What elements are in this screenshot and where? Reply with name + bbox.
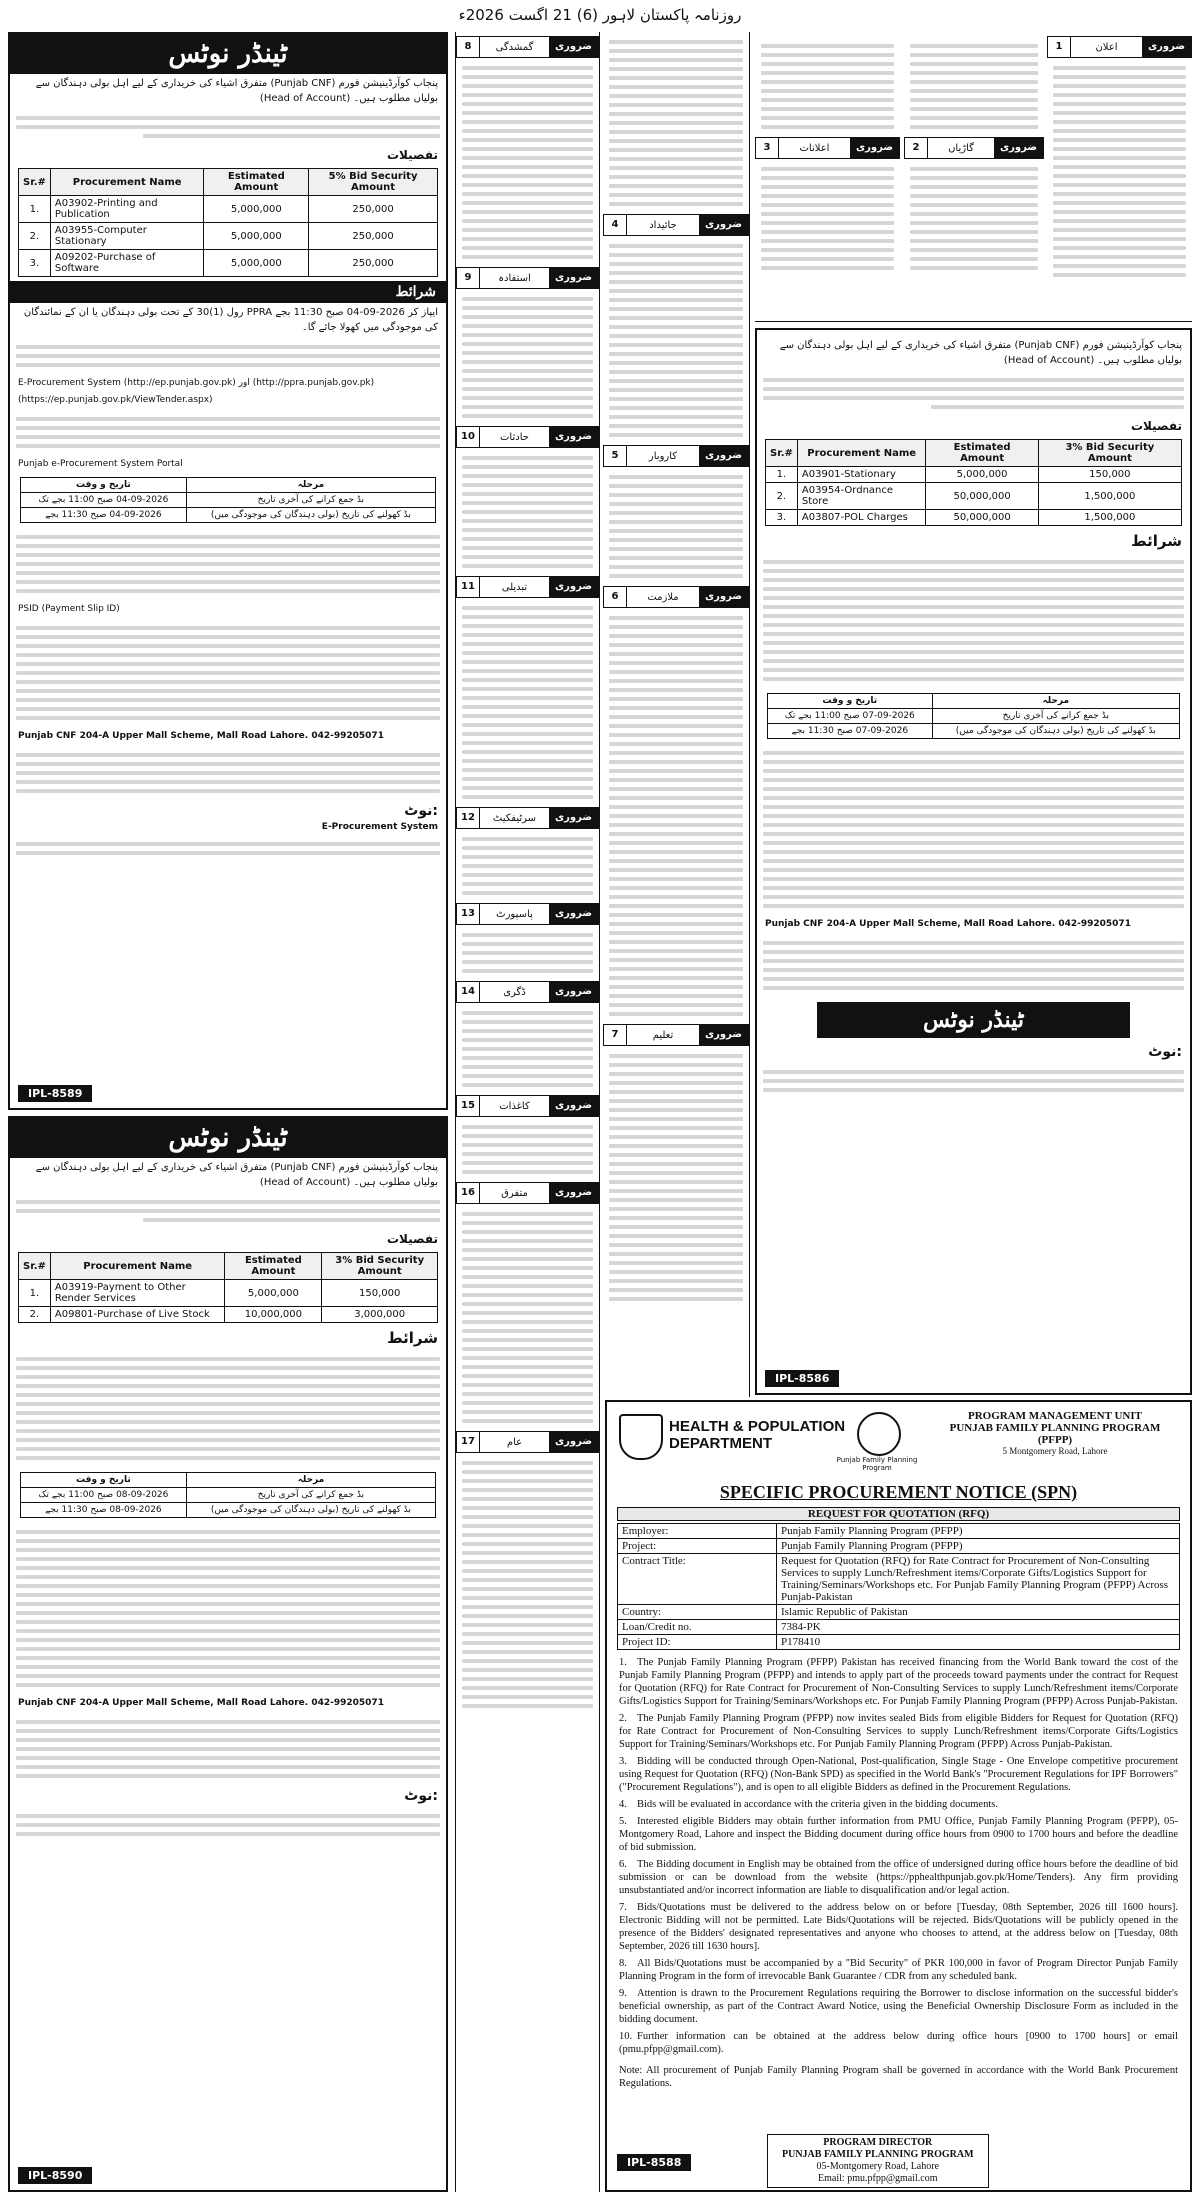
procurement-table: Sr.# Procurement Name Estimated Amount 3% Bid Security Amount 1. A03919-Payment to Other Render Services 5,000,000 150,000 2. A09801-Purchase of Live Stock 10,000,000 3,000,000 [18,1252,438,1323]
spn-title: SPECIFIC PROCUREMENT NOTICE (SPN) [719,1482,1078,1502]
table-row: 2. A03954-Ordnance Store 50,000,000 1,500,000 [766,483,1182,510]
condition-lines-4 [10,618,446,728]
list-item: 9. Attention is drawn to the Procurement Regulations requiring the Borrower to disclose information on the successful bidder's beneficial ownership, as part of the Contract Award Notice, using the Beneficial Ownership Disclosure Form as included in the bidding document. [619,1988,1178,2025]
spn-note: Note: All procurement of Punjab Family Planning Program shall be governed in accordance with the World Bank Procurement Regulations. [619,2065,1178,2089]
spn-fields-table [617,1523,1180,1650]
table-row: 1. A03902-Printing and Publication 5,000,000 250,000 [19,196,438,223]
list-item: 10. Further information can be obtained at the address below during office hours [0900 to 1700 hours] or email (pmu.pfpp@gmail.com). [619,2031,1178,2055]
section-header: 15 کاغذات ضروری [456,1095,599,1117]
tender-notice-left-top [8,32,448,1110]
spn-items [607,1654,1190,2058]
section-header: 9 استفادہ ضروری [456,267,599,289]
details-label: تفصیلات [1130,419,1182,433]
condition-lines-3 [10,1712,446,1786]
notice-title: ٹینڈر نوٹس [10,34,446,74]
intro-text-lines [10,1192,446,1230]
note-lines [757,1062,1190,1100]
ipl-code: IPL-8586 [765,1370,839,1387]
table-row: بڈ جمع کرانے کی آخری تاریخ 08-09-2026 صبح 11:00 بجے تک [21,1488,436,1503]
logo-caption: Punjab Family Planning Program [836,1456,918,1472]
table-row: 3. A03807-POL Charges 50,000,000 1,500,000 [766,510,1182,526]
note-label: نوٹ: [1148,1044,1182,1060]
list-item: 7. Bids/Quotations must be delivered to the address below on or before [Tuesday, 08th September, 2026 till 1600 hours]. Electronic Bidding will not be permitted. Late Bids/Quotations will be rejected. Bids/Quotations will be publicly opened in the presence of the Bidders' designated representatives and anyone who chooses to attend, at the address below on [Tuesday, 08th September, 2026 till 1630 hours]. [619,1902,1178,1952]
section-header: 4 جائیداد ضروری [603,214,749,236]
rfq-bar: REQUEST FOR QUOTATION (RFQ) [617,1507,1180,1521]
email-link[interactable]: Email: pmu.pfpp@gmail.com [818,2173,938,2184]
conditions-label: شرائط [387,1329,438,1347]
details-label: تفصیلات [386,148,438,162]
address: Punjab CNF 204-A Upper Mall Scheme, Mall Road Lahore. 042-99205071 [765,919,1131,929]
notice-intro: پنجاب کوآرڈینیشن فورم (Punjab CNF) متفرق اشیاء کی خریداری کے لیے اہل بولی دہندگان سے بولیاں مطلوب ہیں۔ (Head of Account) [35,78,438,104]
condition-1: ایپاز کر 2026-09-04 صبح 11:30 بجے PPRA رول (1)30 کے تحت بولی دہندگان یا ان کے نمائندگان کی موجودگی میں کھولا جائے گا۔ [23,307,438,333]
conditions-label: شرائط [10,281,446,303]
spn-footer [607,2132,1190,2190]
notice-title: ٹینڈر نوٹس [817,1002,1130,1038]
pmu-block: PROGRAM MANAGEMENT UNIT PUNJAB FAMILY PLANNING PROGRAM (PFPP) 5 Montgomery Road, Lahore [949,1410,1161,1456]
table-row: بڈ کھولنے کی تاریخ (بولی دہندگان کی موجودگی میں) 07-09-2026 صبح 11:30 بجے [768,724,1180,739]
program-director-block: PROGRAM DIRECTOR PUNJAB FAMILY PLANNING PROGRAM 05-Montgomery Road, Lahore Email: pmu.pfpp@gmail.com [767,2134,989,2188]
psid: PSID (Payment Slip ID) [18,604,120,614]
col-estimate: Estimated Amount [204,169,309,196]
section-header: 7 تعلیم ضروری [603,1024,749,1046]
list-item: 8. All Bids/Quotations must be accompanied by a "Bid Security" of PKR 100,000 in favor of Program Director Punjab Family Planning Program in the form of irrevocable Bank Guarantee / CDR from any scheduled bank. [619,1958,1178,1982]
table-row: بڈ کھولنے کی تاریخ (بولی دہندگان کی موجودگی میں) 04-09-2026 صبح 11:30 بجے [21,508,436,523]
condition-lines-2 [757,743,1190,916]
government-seal-icon [619,1414,663,1460]
table-row: Country: Islamic Republic of Pakistan [618,1605,1180,1620]
table-row: بڈ کھولنے کی تاریخ (بولی دہندگان کی موجودگی میں) 08-09-2026 صبح 11:30 بجے [21,1503,436,1518]
condition-lines-2 [10,1522,446,1695]
col-sr: Sr.# [19,169,51,196]
schedule-table: مرحلہ تاریخ و وقت بڈ جمع کرانے کی آخری تاریخ 04-09-2026 صبح 11:00 بجے تک بڈ کھولنے کی تاریخ (بولی دہندگان کی موجودگی میں) 04-09-2026 صبح 11:30 بجے [20,477,436,523]
address: Punjab CNF 204-A Upper Mall Scheme, Mall Road Lahore. 042-99205071 [18,731,384,741]
eproc-link[interactable]: E-Procurement System (http://ep.punjab.gov.pk) اور (http://ppra.punjab.gov.pk) [18,378,375,388]
section-header: 2 گاڑیاں ضروری [904,137,1044,159]
intro-text-lines [10,108,446,146]
notice-intro: پنجاب کوآرڈینیشن فورم (Punjab CNF) متفرق اشیاء کی خریداری کے لیے اہل بولی دہندگان سے بولیاں مطلوب ہیں۔ (Head of Account) [35,1162,438,1188]
masthead: روزنامہ پاکستان لاہور (6) 21 اگست 2026ء [458,6,742,24]
table-row: 2. A03955-Computer Stationary 5,000,000 250,000 [19,223,438,250]
section-header: 14 ڈگری ضروری [456,981,599,1003]
table-row: Loan/Credit no. 7384-PK [618,1620,1180,1635]
tender-notice-left-bottom [8,1116,448,2192]
section-header: 1 اعلان ضروری [1047,36,1192,58]
section-header: 10 حادثات ضروری [456,426,599,448]
condition-lines-3 [757,933,1190,998]
conditions-label: شرائط [1131,532,1182,550]
classifieds-column-a [455,32,600,2192]
note-lines [10,1806,446,1844]
ipl-code: IPL-8590 [18,2167,92,2184]
table-row: Employer: Punjab Family Planning Program (PFPP) [618,1524,1180,1539]
condition-lines [10,1349,446,1468]
schedule-table: مرحلہ تاریخ و وقت بڈ جمع کرانے کی آخری تاریخ 08-09-2026 صبح 11:00 بجے تک بڈ کھولنے کی تاریخ (بولی دہندگان کی موجودگی میں) 08-09-2026 صبح 11:30 بجے [20,1472,436,1518]
table-row: 2. A09801-Purchase of Live Stock 10,000,000 3,000,000 [19,1307,438,1323]
section-header: 11 تبدیلی ضروری [456,576,599,598]
address: Punjab CNF 204-A Upper Mall Scheme, Mall Road Lahore. 042-99205071 [18,1698,384,1708]
condition-lines-5 [10,745,446,801]
list-item: 3. Bidding will be conducted through Open-National, Post-qualification, Single Stage - One Envelope competitive procurement using Request for Quotation (RFQ) (Non-Bank SPD) as specified in the World Bank's "Procurement Regulations for IPF Borrowers" ("Procurement Regulations"), and is open to all eligible Bidders as defined in the Procurement Regulations. [619,1756,1178,1793]
condition-lines [757,552,1190,689]
dept-name: HEALTH & POPULATION DEPARTMENT [669,1418,846,1452]
notice-intro: پنجاب کوآرڈینیشن فورم (Punjab CNF) متفرق اشیاء کی خریداری کے لیے اہل بولی دہندگان سے بولیاں مطلوب ہیں۔ (Head of Account) [779,340,1182,366]
view-tender-link[interactable]: (https://ep.punjab.gov.pk/ViewTender.aspx) [18,395,213,405]
section-header: 12 سرٹیفکیٹ ضروری [456,807,599,829]
tender-notice-right [755,328,1192,1395]
table-row: بڈ جمع کرانے کی آخری تاریخ 07-09-2026 صبح 11:00 بجے تک [768,709,1180,724]
section-header: 3 اعلانات ضروری [755,137,900,159]
table-row: 3. A09202-Purchase of Software 5,000,000 250,000 [19,250,438,277]
list-item: 2. The Punjab Family Planning Program (PFPP) now invites sealed Bids from eligible Bidders for Request for Quotation (RFQ) for Rate Contract for Procurement of Non-Consulting Services to supply Lunch/Refreshment items/Corporate Gifts/Logistics Support for Training/Seminars/Workshops etc. For Punjab Family Planning Program (PFPP) Across Punjab-Pakistan. [619,1713,1178,1750]
spn-notice [605,1400,1192,2192]
list-item: 5. Interested eligible Bidders may obtain further information from PMU Office, Punjab Family Planning Program (PFPP), 05-Montgomery Road, Lahore and inspect the Bidding document during office hours from 0900 to 1700 hours and before the deadline of bid submission. [619,1816,1178,1853]
section-header: 17 عام ضروری [456,1431,599,1453]
details-label: تفصیلات [386,1232,438,1246]
table-row: Contract Title: Request for Quotation (RFQ) for Rate Contract for Procurement of Non-Consulting Services to supply Lunch/Refreshment items/Corporate Gifts/Logistics Support for Training/Seminars/Workshops etc. For Punjab Family Planning Program (PFPP) Across Punjab-Pakistan [618,1554,1180,1605]
col-name: Procurement Name [50,169,204,196]
notice-title: ٹینڈر نوٹس [10,1118,446,1158]
procurement-table [18,168,438,277]
table-row: بڈ جمع کرانے کی آخری تاریخ 04-09-2026 صبح 11:00 بجے تک [21,493,436,508]
note-eproc: E-Procurement System [321,822,438,832]
note-label: نوٹ: [404,1788,438,1804]
section-header: 6 ملازمت ضروری [603,586,749,608]
note-label: نوٹ: [404,803,438,819]
table-row: 1. A03919-Payment to Other Render Services 5,000,000 150,000 [19,1280,438,1307]
list-item: 6. The Bidding document in English may be obtained from the office of undersigned during office hours before the deadline of bid submission or can be download from the website (https://pphealthpunjab.gov.pk/Home/Tenders). Any firm providing unsubstantiated and/or incorrect information are liable to disqualification and/or legal action. [619,1859,1178,1896]
table-row: Project: Punjab Family Planning Program (PFPP) [618,1539,1180,1554]
intro-text-lines [757,370,1190,417]
section-header: 13 پاسپورٹ ضروری [456,903,599,925]
section-header: 8 گمشدگی ضروری [456,36,599,58]
table-row: 1. A03901-Stationary 5,000,000 150,000 [766,467,1182,483]
ipl-code: IPL-8588 [617,2154,691,2171]
procurement-table: Sr.# Procurement Name Estimated Amount 3% Bid Security Amount 1. A03901-Stationary 5,000,000 150,000 2. A03954-Ordnance Store 50,000,000 1,500,000 3. A03807-POL Charges 50,000,000 1,500,000 [765,439,1182,526]
schedule-table: مرحلہ تاریخ و وقت بڈ جمع کرانے کی آخری تاریخ 07-09-2026 صبح 11:00 بجے تک بڈ کھولنے کی تاریخ (بولی دہندگان کی موجودگی میں) 07-09-2026 صبح 11:30 بجے [767,693,1180,739]
condition-lines-3 [10,527,446,601]
ipl-code: IPL-8589 [18,1085,92,1102]
section-header: 16 متفرق ضروری [456,1182,599,1204]
family-planning-logo-icon [857,1412,901,1456]
col-security: 5% Bid Security Amount [309,169,438,196]
condition-lines-2 [10,409,446,456]
classifieds-top-strip [755,32,1192,322]
section-header: 5 کاروبار ضروری [603,445,749,467]
eproc-portal: Punjab e-Procurement System Portal [18,459,183,469]
note-lines [10,834,446,863]
list-item: 1. The Punjab Family Planning Program (PFPP) Pakistan has received financing from the World Bank toward the cost of the Punjab Family Planning Program (PFPP) and intends to apply part of the proceeds toward payments under the contract for Request for Quotation (RFQ) for Rate Contract for Procurement of Non-Consulting Services to supply Lunch/Refreshment items/Corporate Gifts/Logistics Support for Training/Seminars/Workshops etc. For Punjab Family Planning Program (PFPP) Across Punjab-Pakistan. [619,1657,1178,1707]
condition-lines [10,337,446,375]
list-item: 4. Bids will be evaluated in accordance with the criteria given in the bidding documents. [619,1799,998,1810]
table-row: Project ID: P178410 [618,1635,1180,1650]
classifieds-column-b [603,32,750,1397]
